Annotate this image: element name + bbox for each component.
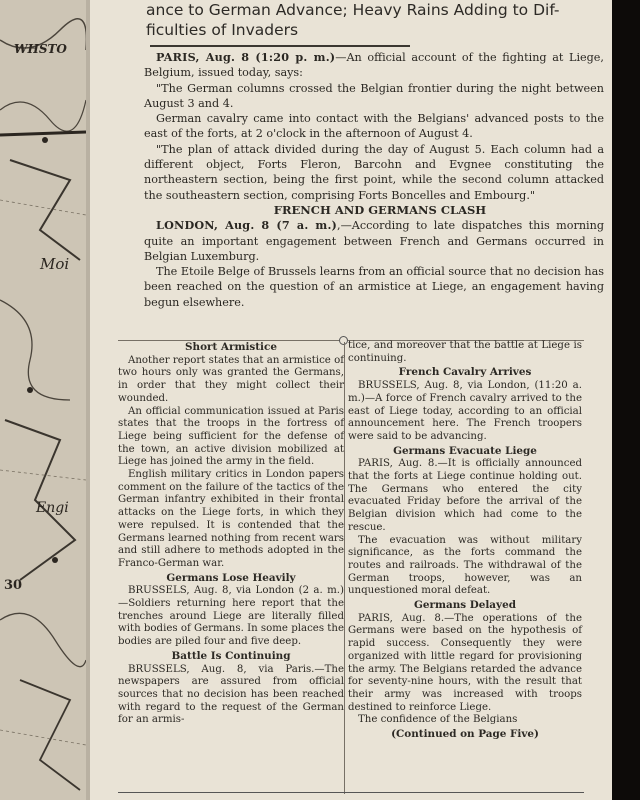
subheading: Short Armistice bbox=[185, 341, 277, 353]
headline-line: ance to German Advance; Heavy Rains Adding to Dif- bbox=[146, 1, 560, 19]
paragraph bbox=[144, 50, 604, 81]
subheading: Battle Is Continuing bbox=[171, 649, 291, 662]
bottom-rule bbox=[118, 792, 584, 793]
paragraph: tice, and moreover that the battle at Liege is continuing. bbox=[348, 340, 582, 364]
paragraph: Another report states that an armistice of two hours only was granted the Germans, in order that they might collect their wounded. bbox=[118, 354, 344, 404]
paragraph: The Etoile Belge of Brussels learns from an official source that no decision has been reached on the question of an armistice at Liege, an engagement having begun elsewhere. bbox=[144, 265, 604, 309]
paragraph: The evacuation was without military significance, as the forts command the routes and railroads. The withdrawal of the German troops, however, was an unquestioned moral defeat. bbox=[348, 534, 582, 597]
paragraph: English military critics in London papers comment on the failure of the tactics of the German infantry exhibited in their frontal attacks on the Liege forts, in which they were repulsed. It is contended that the Germans learned nothing from recent wars and still adhere to methods adopted in the Franco-German war. bbox=[118, 469, 344, 569]
background-edge bbox=[612, 0, 640, 800]
map-label: WHSTO bbox=[14, 42, 67, 56]
paragraph: PARIS, Aug. 8.—It is officially announced that the forts at Liege continue holding out. The Germans who entered the city evacuated Friday before the arrival of the Belgian division which had come to the rescue. bbox=[348, 458, 582, 533]
paragraph: BRUSSELS, Aug. 8, via Paris.—The newspapers are assured from official sources that no decision has been reached with regard to the request of the German for an armis- bbox=[118, 663, 344, 726]
paragraph: BRUSSELS, Aug. 8, via London, (11:20 a. m.)—A force of French cavalry arrived to the east of Liege today, according to an official announcement here. The French troopers were said to be advancing. bbox=[348, 380, 582, 442]
section-heading: FRENCH AND GERMANS CLASH bbox=[273, 202, 487, 217]
map-label: Moi bbox=[40, 255, 70, 273]
lead-article bbox=[144, 50, 604, 310]
paragraph-text: ,—According to late dispatches this morning quite an important engagement between French and Germans occurred in Belgian Luxemburg. bbox=[144, 219, 604, 263]
paragraph bbox=[144, 218, 604, 264]
paragraph-text: —An official account of the fighting at Liege, Belgium, issued today, says: bbox=[144, 51, 604, 80]
article-sheet bbox=[86, 0, 612, 800]
map-fragment bbox=[0, 0, 86, 800]
left-column bbox=[118, 340, 344, 727]
paragraph: The confidence of the Belgians bbox=[358, 714, 518, 726]
headline-rule bbox=[150, 45, 410, 47]
paragraph: German cavalry came into contact with the Belgians' advanced posts to the east of the forts, at 2 o'clock in the afternoon of August 4. bbox=[144, 112, 604, 141]
paragraph: "The German columns crossed the Belgian frontier during the night between August 3 and 4. bbox=[144, 81, 604, 110]
map-label: Engi bbox=[36, 500, 69, 516]
map-lines bbox=[0, 0, 86, 800]
paragraph: "The plan of attack divided during the day of August 5. Each column had a different object, Forts Fleron, Barcohn and Evgnee constituting the northeastern section, being the first point, while the second column attacked the southeastern section, comprising Forts Boncelles and Embourg." bbox=[144, 142, 604, 202]
paragraph: PARIS, Aug. 8.—The operations of the Germans were based on the hypothesis of rapid success. Consequently they were organized with little regard for provisioning the army. The Belgians retarded the advance for seventy-nine hours, with the result that their army was increased with troops destined to reinforce Liege. bbox=[348, 612, 582, 713]
right-column bbox=[348, 340, 582, 742]
subheading: French Cavalry Arrives bbox=[398, 366, 532, 379]
paragraph: An official communication issued at Paris states that the troops in the fortress of Liege being sufficient for the defense of the town, an active division mobilized at Liege has joined the army in the field. bbox=[118, 405, 344, 468]
subheading: Germans Evacuate Liege bbox=[393, 444, 537, 457]
continued-note: (Continued on Page Five) bbox=[391, 728, 539, 741]
headline bbox=[146, 0, 604, 40]
map-label: 30 bbox=[4, 578, 23, 593]
dateline: LONDON, Aug. 8 (7 a. m.) bbox=[156, 218, 338, 233]
subheading: Germans Lose Heavily bbox=[166, 571, 296, 584]
paragraph: BRUSSELS, Aug. 8, via London (2 a. m.)—Soldiers returning here report that the trenches around Liege are literally filled with bodies of Germans. In some places the bodies are piled four and five deep. bbox=[118, 585, 344, 648]
subheading: Germans Delayed bbox=[414, 599, 516, 612]
column-divider bbox=[344, 342, 345, 794]
dateline: PARIS, Aug. 8 (1:20 p. m.) bbox=[156, 50, 336, 64]
headline-line: ficulties of Invaders bbox=[146, 21, 299, 39]
